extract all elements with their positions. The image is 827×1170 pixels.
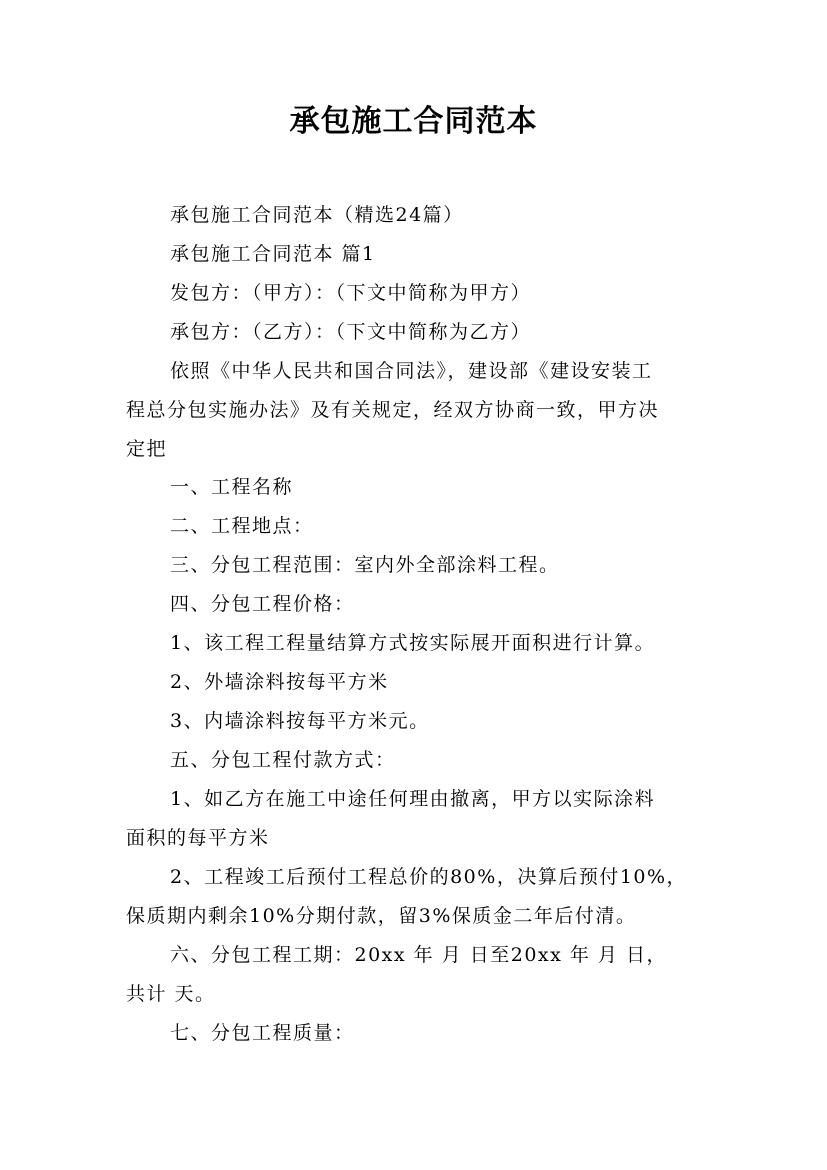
text-line: 1、如乙方在施工中途任何理由撤离，甲方以实际涂料 xyxy=(170,788,656,810)
text-line: 2、外墙涂料按每平方米 xyxy=(170,671,389,693)
paragraph-section-4 xyxy=(170,585,710,624)
text-line: 五、分包工程付款方式： xyxy=(170,749,396,771)
text-line: 3、内墙涂料按每平方米元。 xyxy=(170,710,430,732)
text-line: 保质期内剩余10%分期付款，留3%保质金二年后付清。 xyxy=(126,905,637,927)
paragraph-item-5-1 xyxy=(126,780,706,858)
text-line: 共计 天。 xyxy=(126,983,216,1005)
text-line: 四、分包工程价格： xyxy=(170,593,355,615)
text-line: 三、分包工程范围：室内外全部涂料工程。 xyxy=(170,554,560,576)
paragraph-section-6 xyxy=(126,936,706,1014)
paragraph-section-1 xyxy=(170,468,710,507)
text-line: 2、工程竣工后预付工程总价的80%，决算后预付10%， xyxy=(170,866,688,888)
paragraph-item-4-1 xyxy=(170,624,710,663)
text-line: 二、工程地点： xyxy=(170,515,314,537)
text-line: 1、该工程工程量结算方式按实际展开面积进行计算。 xyxy=(170,632,656,654)
text-line: 七、分包工程质量： xyxy=(170,1022,355,1044)
paragraph-party-b xyxy=(170,313,710,352)
text-line: 承包施工合同范本（精选24篇） xyxy=(170,204,464,226)
text-line: 六、分包工程工期：20xx 年 月 日至20xx 年 月 日， xyxy=(170,944,667,966)
paragraph-section-2 xyxy=(170,507,710,546)
paragraph-item-4-2 xyxy=(170,663,710,702)
paragraph-item-5-2 xyxy=(126,858,706,936)
text-line: 一、工程名称 xyxy=(170,476,294,498)
paragraph-party-a xyxy=(170,274,710,313)
paragraph-item-4-3 xyxy=(170,702,710,741)
text-line: 面积的每平方米 xyxy=(126,827,270,849)
paragraph-section-3 xyxy=(170,546,710,585)
text-line: 发包方：（甲方）：（下文中简称为甲方） xyxy=(170,282,532,304)
document-title: 承包施工合同范本 xyxy=(289,104,538,139)
text-line: 依照《中华人民共和国合同法》，建设部《建设安装工 xyxy=(170,360,653,382)
paragraph-section-5 xyxy=(170,741,710,780)
text-line: 定把 xyxy=(126,438,168,460)
text-line: 承包施工合同范本 篇1 xyxy=(170,243,376,265)
text-line: 程总分包实施办法》及有关规定，经双方协商一致，甲方决 xyxy=(126,399,660,421)
text-line: 承包方：（乙方）：（下文中简称为乙方） xyxy=(170,321,532,343)
paragraph-preamble xyxy=(126,352,706,469)
paragraph-section-7 xyxy=(170,1014,710,1053)
paragraph-subtitle xyxy=(170,196,710,235)
paragraph-chapter-heading xyxy=(170,235,710,274)
